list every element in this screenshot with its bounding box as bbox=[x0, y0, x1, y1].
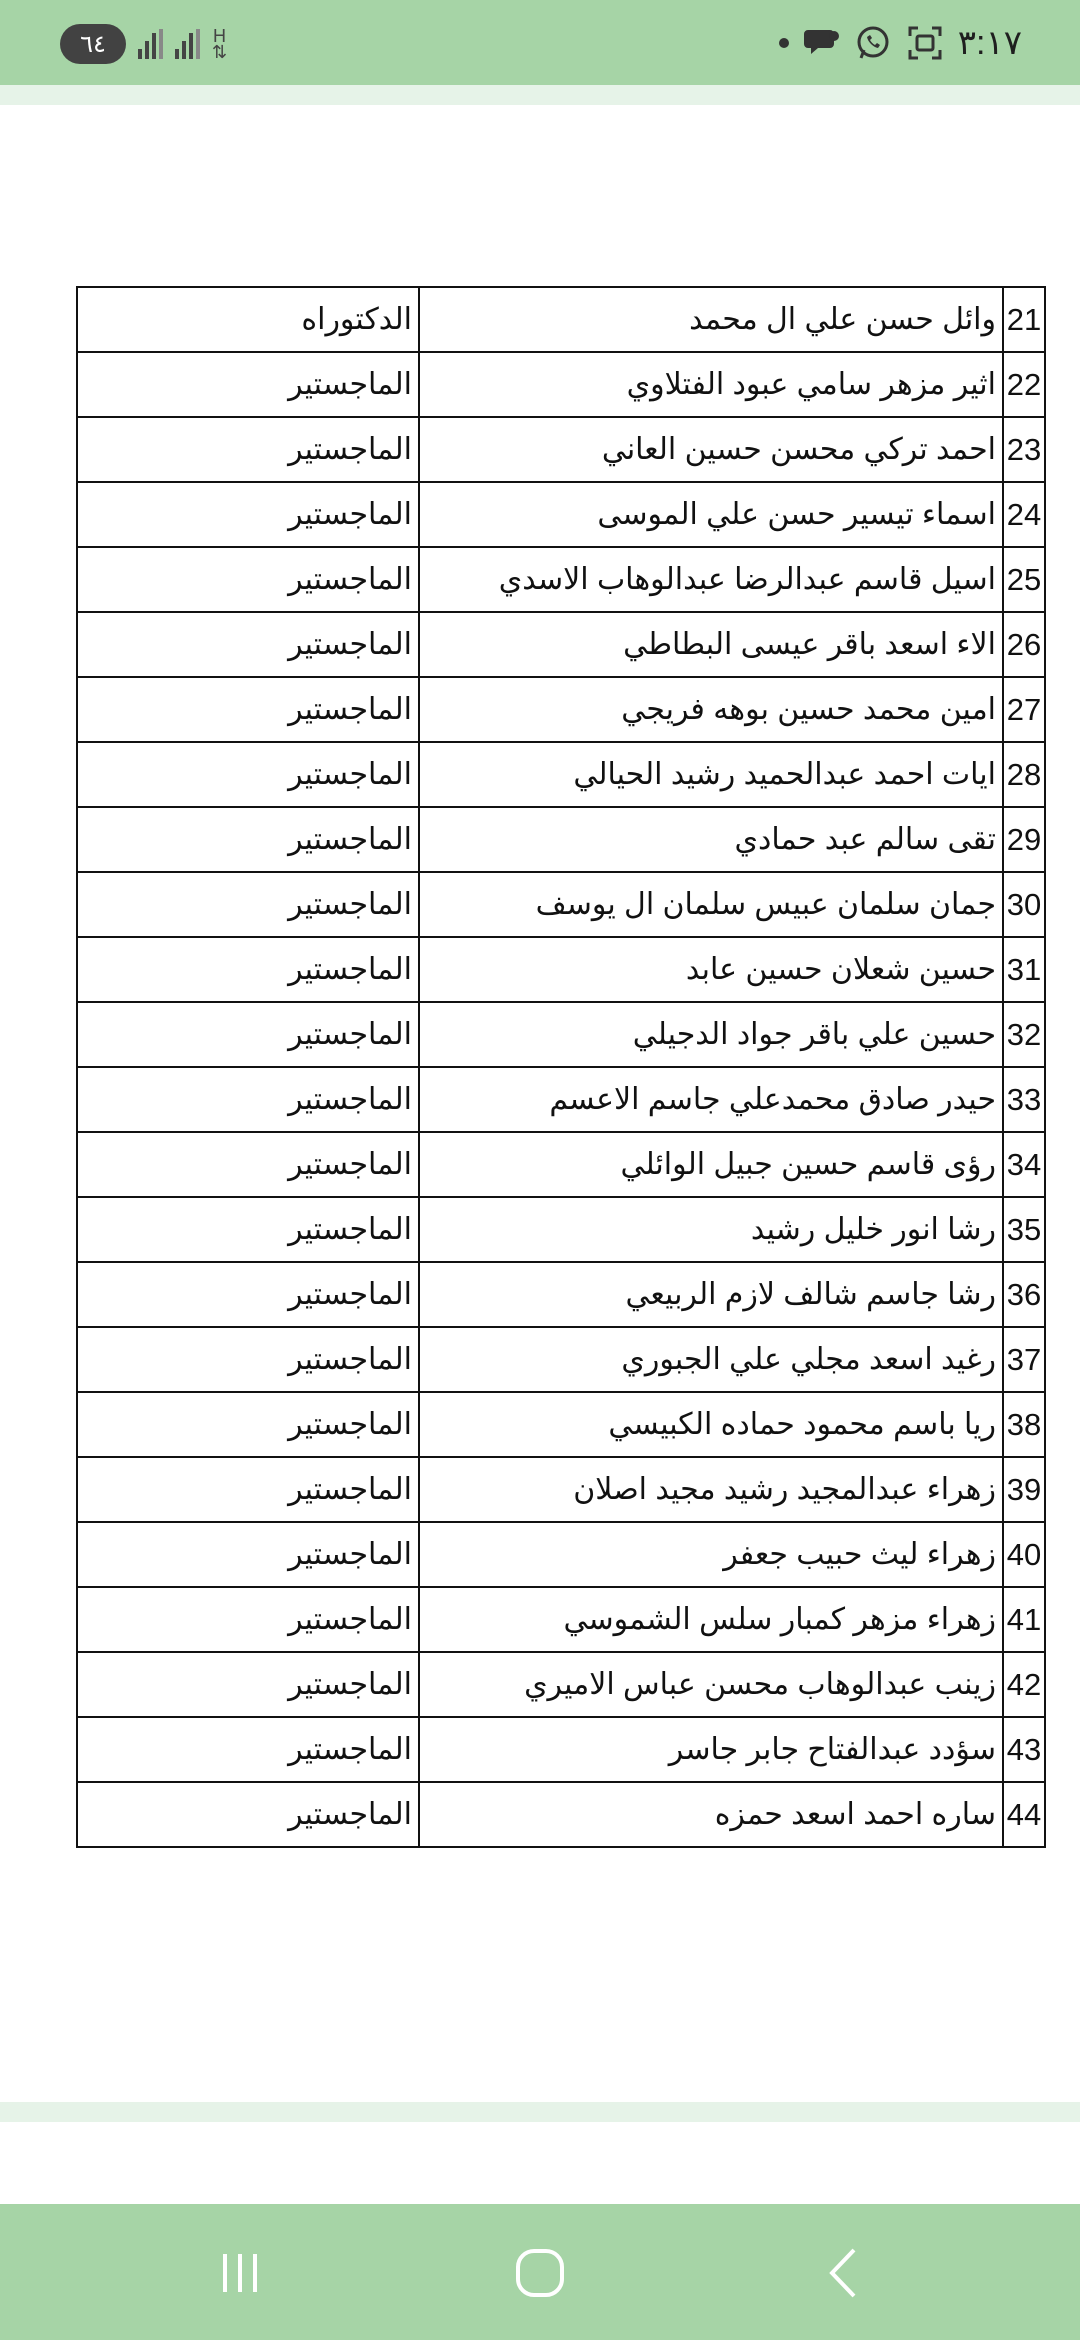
row-number: 44 bbox=[1003, 1782, 1045, 1847]
table-row bbox=[77, 612, 1045, 677]
back-icon[interactable] bbox=[805, 2238, 885, 2308]
degree-cell: الماجستير bbox=[77, 1392, 419, 1457]
person-name: ايات احمد عبدالحميد رشيد الحيالي bbox=[419, 742, 1003, 807]
degree-cell: الماجستير bbox=[77, 742, 419, 807]
clock: ٣:١٧ bbox=[957, 24, 1022, 62]
degree-cell: الدكتوراه bbox=[77, 287, 419, 352]
table-row bbox=[77, 742, 1045, 807]
home-icon[interactable] bbox=[500, 2238, 580, 2308]
row-number: 29 bbox=[1003, 807, 1045, 872]
row-number: 39 bbox=[1003, 1457, 1045, 1522]
degree-cell: الماجستير bbox=[77, 807, 419, 872]
degree-cell: الماجستير bbox=[77, 1717, 419, 1782]
table-body bbox=[77, 287, 1045, 1847]
battery-indicator bbox=[60, 24, 126, 64]
row-number: 38 bbox=[1003, 1392, 1045, 1457]
row-number: 24 bbox=[1003, 482, 1045, 547]
degree-cell: الماجستير bbox=[77, 1587, 419, 1652]
table-row bbox=[77, 1652, 1045, 1717]
degree-cell: الماجستير bbox=[77, 1327, 419, 1392]
degree-cell: الماجستير bbox=[77, 612, 419, 677]
degree-cell: الماجستير bbox=[77, 1457, 419, 1522]
degree-cell: الماجستير bbox=[77, 677, 419, 742]
row-number: 37 bbox=[1003, 1327, 1045, 1392]
person-name: جمان سلمان عبيس سلمان ال يوسف bbox=[419, 872, 1003, 937]
table-row bbox=[77, 417, 1045, 482]
person-name: زينب عبدالوهاب محسن عباس الاميري bbox=[419, 1652, 1003, 1717]
table-row bbox=[77, 1197, 1045, 1262]
table-row bbox=[77, 1717, 1045, 1782]
person-name: ريا باسم محمود حماده الكبيسي bbox=[419, 1392, 1003, 1457]
row-number: 35 bbox=[1003, 1197, 1045, 1262]
row-number: 34 bbox=[1003, 1132, 1045, 1197]
signal-strength-icon-2 bbox=[175, 29, 200, 59]
table-row bbox=[77, 872, 1045, 937]
row-number: 41 bbox=[1003, 1587, 1045, 1652]
person-name: اسيل قاسم عبدالرضا عبدالوهاب الاسدي bbox=[419, 547, 1003, 612]
table-row bbox=[77, 1262, 1045, 1327]
table-row bbox=[77, 1587, 1045, 1652]
table-row bbox=[77, 807, 1045, 872]
table-row bbox=[77, 547, 1045, 612]
degree-cell: الماجستير bbox=[77, 547, 419, 612]
table-row bbox=[77, 1067, 1045, 1132]
degree-cell: الماجستير bbox=[77, 1197, 419, 1262]
person-name: زهراء ليث حبيب جعفر bbox=[419, 1522, 1003, 1587]
person-name: رشا جاسم شالف لازم الربيعي bbox=[419, 1262, 1003, 1327]
person-name: حسين علي باقر جواد الدجيلي bbox=[419, 1002, 1003, 1067]
status-left-group bbox=[60, 22, 227, 66]
degree-cell: الماجستير bbox=[77, 1262, 419, 1327]
row-number: 25 bbox=[1003, 547, 1045, 612]
screenshot-icon bbox=[906, 24, 944, 62]
person-name: زهراء عبدالمجيد رشيد مجيد اصلان bbox=[419, 1457, 1003, 1522]
row-number: 36 bbox=[1003, 1262, 1045, 1327]
degree-cell: الماجستير bbox=[77, 937, 419, 1002]
battery-level: ٦٤ bbox=[80, 30, 106, 58]
status-right-group bbox=[778, 18, 1022, 68]
person-name: ساره احمد اسعد حمزه bbox=[419, 1782, 1003, 1847]
table-row bbox=[77, 1327, 1045, 1392]
person-name: سؤدد عبدالفتاح جابر جاسر bbox=[419, 1717, 1003, 1782]
table-row bbox=[77, 1457, 1045, 1522]
table-row bbox=[77, 1002, 1045, 1067]
row-number: 40 bbox=[1003, 1522, 1045, 1587]
degree-cell: الماجستير bbox=[77, 352, 419, 417]
row-number: 27 bbox=[1003, 677, 1045, 742]
table-row bbox=[77, 287, 1045, 352]
person-name: رغيد اسعد مجلي علي الجبوري bbox=[419, 1327, 1003, 1392]
chat-bubble-icon bbox=[804, 26, 840, 60]
dot-icon bbox=[778, 37, 790, 49]
degree-cell: الماجستير bbox=[77, 1002, 419, 1067]
recent-apps-icon[interactable] bbox=[200, 2238, 280, 2308]
person-name: تقى سالم عبد حمادي bbox=[419, 807, 1003, 872]
row-number: 43 bbox=[1003, 1717, 1045, 1782]
table-row bbox=[77, 1132, 1045, 1197]
degree-cell: الماجستير bbox=[77, 1782, 419, 1847]
row-number: 31 bbox=[1003, 937, 1045, 1002]
status-strip bbox=[0, 85, 1080, 105]
degree-cell: الماجستير bbox=[77, 417, 419, 482]
person-name: احمد تركي محسن حسين العاني bbox=[419, 417, 1003, 482]
degree-cell: الماجستير bbox=[77, 872, 419, 937]
person-name: الاء اسعد باقر عيسى البطاطي bbox=[419, 612, 1003, 677]
degree-cell: الماجستير bbox=[77, 482, 419, 547]
degree-cell: الماجستير bbox=[77, 1652, 419, 1717]
person-name: حسين شعلان حسين عابد bbox=[419, 937, 1003, 1002]
row-number: 23 bbox=[1003, 417, 1045, 482]
row-number: 28 bbox=[1003, 742, 1045, 807]
table-row bbox=[77, 352, 1045, 417]
table-row bbox=[77, 1392, 1045, 1457]
row-number: 21 bbox=[1003, 287, 1045, 352]
table-row bbox=[77, 1782, 1045, 1847]
person-name: زهراء مزهر كمبار سلس الشموسي bbox=[419, 1587, 1003, 1652]
row-number: 42 bbox=[1003, 1652, 1045, 1717]
signal-strength-icon bbox=[138, 29, 163, 59]
person-name: امين محمد حسين بوهه فريجي bbox=[419, 677, 1003, 742]
row-number: 26 bbox=[1003, 612, 1045, 677]
person-name: اثير مزهر سامي عبود الفتلاوي bbox=[419, 352, 1003, 417]
person-name: اسماء تيسير حسن علي الموسى bbox=[419, 482, 1003, 547]
row-number: 32 bbox=[1003, 1002, 1045, 1067]
table-row bbox=[77, 482, 1045, 547]
network-type-icon: H ⇅ bbox=[212, 26, 228, 62]
person-name: رؤى قاسم حسين جبيل الوائلي bbox=[419, 1132, 1003, 1197]
person-name: حيدر صادق محمدعلي جاسم الاعسم bbox=[419, 1067, 1003, 1132]
table-row bbox=[77, 1522, 1045, 1587]
degree-cell: الماجستير bbox=[77, 1522, 419, 1587]
whatsapp-icon bbox=[854, 24, 892, 62]
row-number: 33 bbox=[1003, 1067, 1045, 1132]
status-bar bbox=[0, 0, 1080, 85]
navigation-bar bbox=[0, 2204, 1080, 2340]
names-table bbox=[76, 286, 1046, 1848]
row-number: 30 bbox=[1003, 872, 1045, 937]
degree-cell: الماجستير bbox=[77, 1067, 419, 1132]
table-row bbox=[77, 937, 1045, 1002]
person-name: رشا انور خليل رشيد bbox=[419, 1197, 1003, 1262]
person-name: وائل حسن علي ال محمد bbox=[419, 287, 1003, 352]
degree-cell: الماجستير bbox=[77, 1132, 419, 1197]
table-row bbox=[77, 677, 1045, 742]
row-number: 22 bbox=[1003, 352, 1045, 417]
bottom-strip bbox=[0, 2102, 1080, 2122]
